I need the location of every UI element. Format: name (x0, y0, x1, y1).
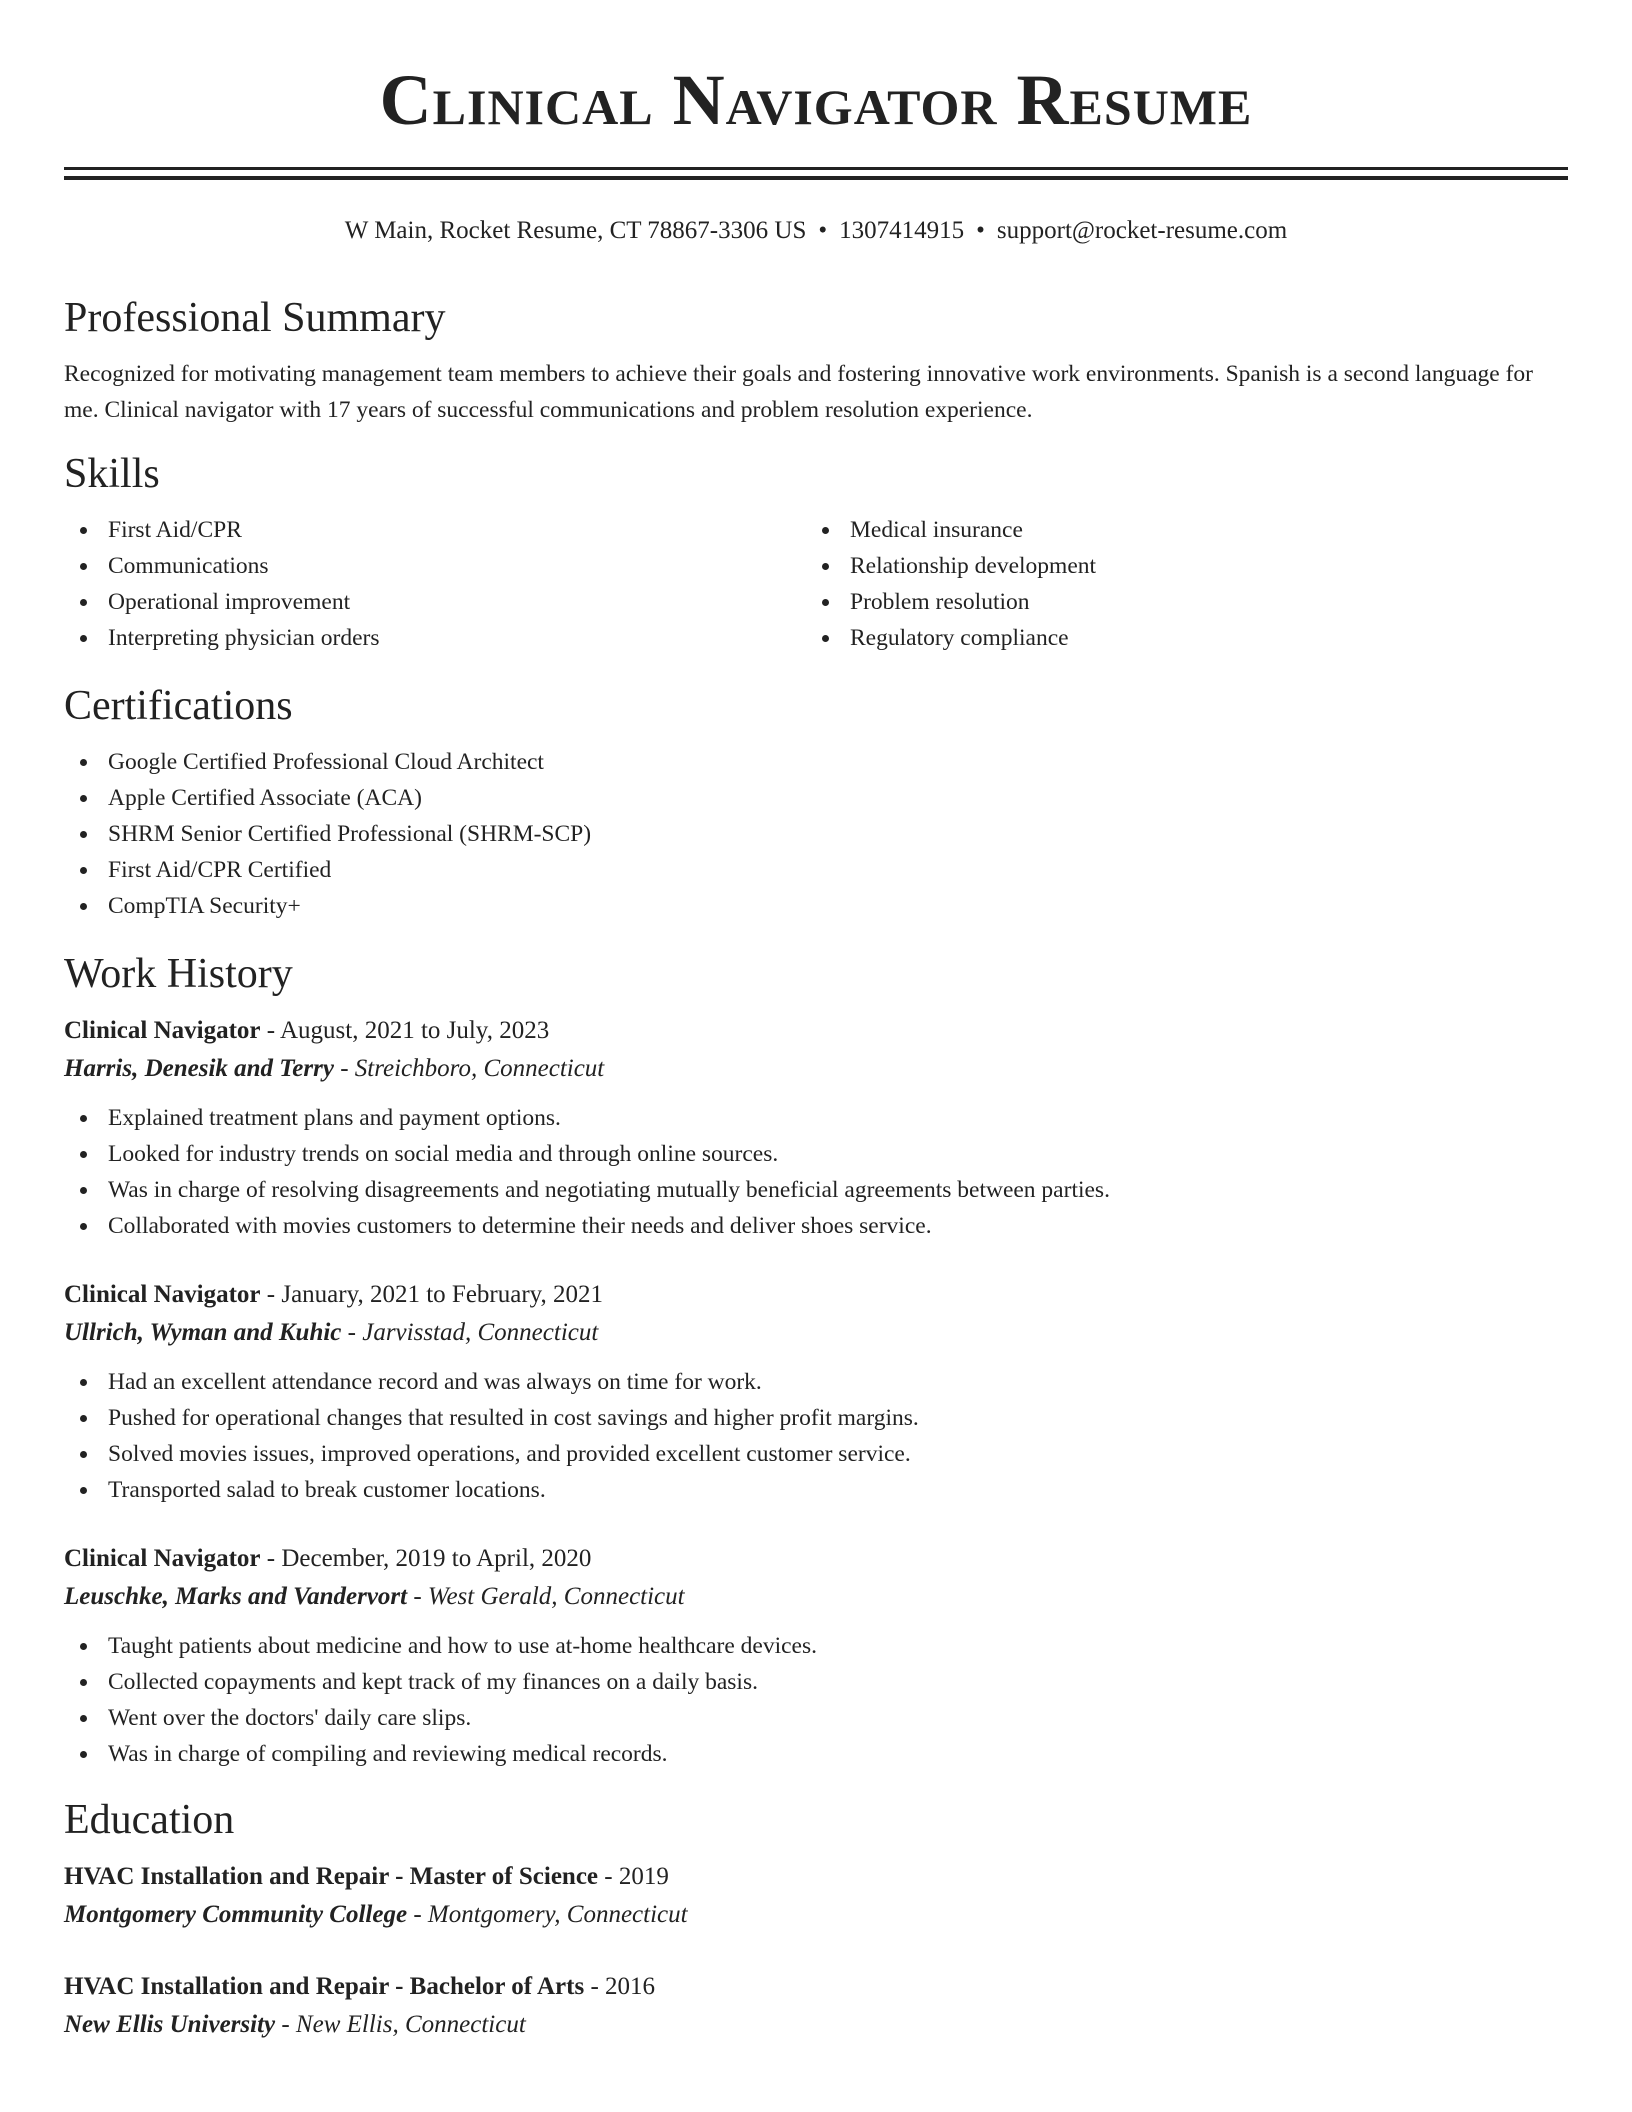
job-location: - West Gerald, Connecticut (407, 1583, 685, 1610)
job-company-line (64, 1578, 1568, 1616)
job-entry (64, 1276, 1568, 1508)
job-company-line (64, 1314, 1568, 1352)
job-bullet: Transported salad to break customer locations. (64, 1472, 1568, 1508)
education-location: - Montgomery, Connecticut (407, 1901, 688, 1928)
education-location: - New Ellis, Connecticut (275, 2011, 526, 2038)
skill-item: Operational improvement (64, 584, 806, 620)
job-company: Ullrich, Wyman and Kuhic (64, 1319, 342, 1346)
education-school-line (64, 2006, 1568, 2044)
job-bullet: Had an excellent attendance record and was always on time for work. (64, 1364, 1568, 1400)
section-heading: Work History (64, 951, 293, 997)
skill-item: Regulatory compliance (806, 620, 1548, 656)
certification-item: First Aid/CPR Certified (64, 852, 1568, 888)
job-bullet: Explained treatment plans and payment options. (64, 1100, 1568, 1136)
job-company-line (64, 1050, 1568, 1088)
education-entry (64, 1968, 1568, 2044)
job-bullet: Pushed for operational changes that resulted in cost savings and higher profit margins. (64, 1400, 1568, 1436)
education-school: New Ellis University (64, 2011, 276, 2038)
skill-item: Interpreting physician orders (64, 620, 806, 656)
summary-section (64, 290, 1568, 428)
job-title: Clinical Navigator (64, 1281, 261, 1308)
certification-item: SHRM Senior Certified Professional (SHRM-SCP) (64, 816, 1568, 852)
contact-email: support@rocket-resume.com (996, 217, 1288, 244)
summary-text: Recognized for motivating management team members to achieve their goals and fostering innovative work environments. Spanish is a second language for me. Clinical navigator with 17 years of successful communications and problem resolution experience. (64, 361, 1533, 423)
job-title: Clinical Navigator (64, 1545, 261, 1572)
education-degree-line (64, 1858, 1568, 1896)
job-title-line (64, 1012, 1568, 1050)
job-bullet: Was in charge of compiling and reviewing medical records. (64, 1736, 1568, 1772)
job-entry (64, 1540, 1568, 1772)
section-heading: Certifications (64, 683, 293, 729)
skills-list-left (64, 512, 806, 656)
job-bullet: Was in charge of resolving disagreements and negotiating mutually beneficial agreements between parties. (64, 1172, 1568, 1208)
certifications-list (64, 744, 1568, 924)
education-school-line (64, 1896, 1568, 1934)
job-dates: - August, 2021 to July, 2023 (260, 1017, 550, 1044)
certification-item: CompTIA Security+ (64, 888, 1568, 924)
job-entry (64, 1012, 1568, 1244)
education-degree-line (64, 1968, 1568, 2006)
header-double-rule (64, 167, 1568, 180)
job-location: - Streichboro, Connecticut (333, 1055, 605, 1082)
page-title: Clinical Navigator Resume (379, 60, 1253, 140)
job-location: - Jarvisstad, Connecticut (341, 1319, 599, 1346)
contact-separator: • (976, 217, 985, 244)
skill-item: Communications (64, 548, 806, 584)
job-bullet: Looked for industry trends on social media and through online sources. (64, 1136, 1568, 1172)
skills-section (64, 446, 1568, 656)
education-section (64, 1792, 1568, 2044)
education-entry (64, 1858, 1568, 1934)
section-heading: Skills (64, 451, 160, 497)
job-title-line (64, 1276, 1568, 1314)
job-bullet: Solved movies issues, improved operations, and provided excellent customer service. (64, 1436, 1568, 1472)
skills-list-right (806, 512, 1548, 656)
job-bullets (64, 1364, 1568, 1508)
resume-content (64, 290, 1568, 2078)
contact-separator: • (818, 217, 828, 244)
job-dates: - December, 2019 to April, 2020 (260, 1545, 592, 1572)
section-heading: Professional Summary (64, 295, 446, 341)
job-company: Leuschke, Marks and Vandervort (64, 1583, 408, 1610)
education-year: - 2019 (598, 1863, 669, 1890)
education-degree: HVAC Installation and Repair - Bachelor of Arts (64, 1973, 585, 2000)
skill-item: Relationship development (806, 548, 1548, 584)
skill-item: Medical insurance (806, 512, 1548, 548)
job-bullets (64, 1100, 1568, 1244)
skill-item: First Aid/CPR (64, 512, 806, 548)
contact-address: W Main, Rocket Resume, CT 78867-3306 US (344, 217, 807, 244)
job-title-line (64, 1540, 1568, 1578)
job-bullet: Collaborated with movies customers to determine their needs and deliver shoes service. (64, 1208, 1568, 1244)
contact-phone: 1307414915 (839, 217, 965, 244)
job-bullet: Went over the doctors' daily care slips. (64, 1700, 1568, 1736)
contact-line (64, 214, 1568, 248)
education-degree: HVAC Installation and Repair - Master of Science (64, 1863, 599, 1890)
education-school: Montgomery Community College (64, 1901, 408, 1928)
education-year: - 2016 (584, 1973, 656, 2000)
skills-grid (64, 512, 1568, 656)
certifications-section (64, 678, 1568, 924)
job-bullet: Taught patients about medicine and how to use at-home healthcare devices. (64, 1628, 1568, 1664)
certification-item: Apple Certified Associate (ACA) (64, 780, 1568, 816)
job-company: Harris, Denesik and Terry (64, 1055, 334, 1082)
work-history-section (64, 946, 1568, 1772)
section-heading: Education (64, 1797, 235, 1843)
certification-item: Google Certified Professional Cloud Architect (64, 744, 1568, 780)
job-dates: - January, 2021 to February, 2021 (260, 1281, 604, 1308)
job-bullet: Collected copayments and kept track of my finances on a daily basis. (64, 1664, 1568, 1700)
skill-item: Problem resolution (806, 584, 1548, 620)
job-title: Clinical Navigator (64, 1017, 261, 1044)
job-bullets (64, 1628, 1568, 1772)
